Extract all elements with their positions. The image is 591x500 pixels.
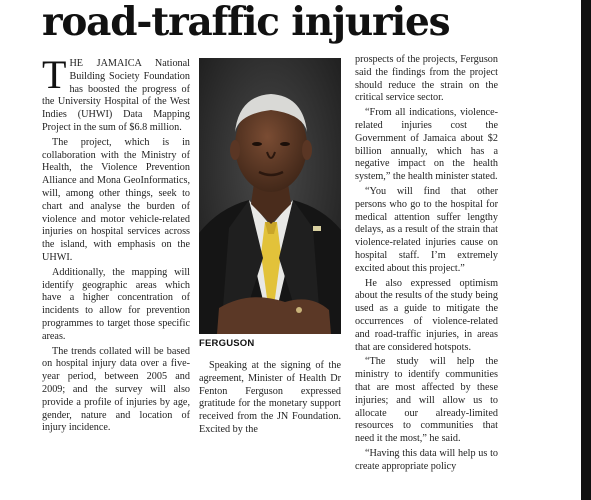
paragraph: prospects of the projects, Ferguson said the findings from the project should reduce the strain on the critical service sector. [355,54,498,104]
article-column-3 [355,54,498,476]
portrait-photo [199,58,341,334]
article-column-2 [199,360,341,439]
paragraph: Additionally, the mapping will identify geographic areas which have a higher concentration of incidents to allow for prevention programmes to target those specific areas. [42,266,190,342]
paragraph: The trends collated will be based on hospital injury data over a five-year period, between 2005 and 2009; and the survey will also provide a profile of injuries by age, gender, nature and location of injury incidence. [42,345,190,434]
paragraph: “From all indications, violence-related injuries cost the Government of Jamaica about $2 billion annually, which has a negative impact on the health system,” the health minister stated. [355,107,498,183]
paragraph: Speaking at the signing of the agreement, Minister of Health Dr Fenton Ferguson expressed gratitude for the monetary support received from the JN Foundation. Excited by the [199,360,341,435]
paragraph: “The study will help the ministry to identify communities that are most affected by these injuries; and will allow us to allocate our already-limited resources to communities that need it the most,” he said. [355,356,498,445]
article-column-1 [42,52,190,437]
paragraph [42,52,190,135]
headline: road-traffic injuries [42,0,450,45]
page-edge-border [581,0,591,500]
paragraph: He also expressed optimism about the results of the study being used as a guide to mitigate the occurrences of violence-related and road-traffic injuries, in areas that are considered hotspots. [355,277,498,353]
paragraph-text: HE JAMAICA National Building Society Foundation has boosted the progress of the University Hospital of the West Indies (UHWI) Data Mapping Project in the sum of $6.8 million. [42,58,190,133]
portrait-illustration [199,58,341,334]
paragraph: “You will find that other persons who go to the hospital for medical attention suffer lengthy delays, as a result of the strain that violence-related injuries cause on hospital staff. I’m extremely excited about this project.” [355,185,498,274]
drop-cap: T [42,52,67,97]
paragraph: The project, which is in collaboration with the Ministry of Health, the Violence Prevention Alliance and Mona GeoInformatics, will, among other things, seek to chart and analyse the burden of violence and motor vehicle-related injuries on hospital services across the island, with emphasis on the UHWI. [42,136,190,263]
paragraph: “Having this data will help us to create appropriate policy [355,447,498,472]
photo-caption: FERGUSON [199,338,255,349]
